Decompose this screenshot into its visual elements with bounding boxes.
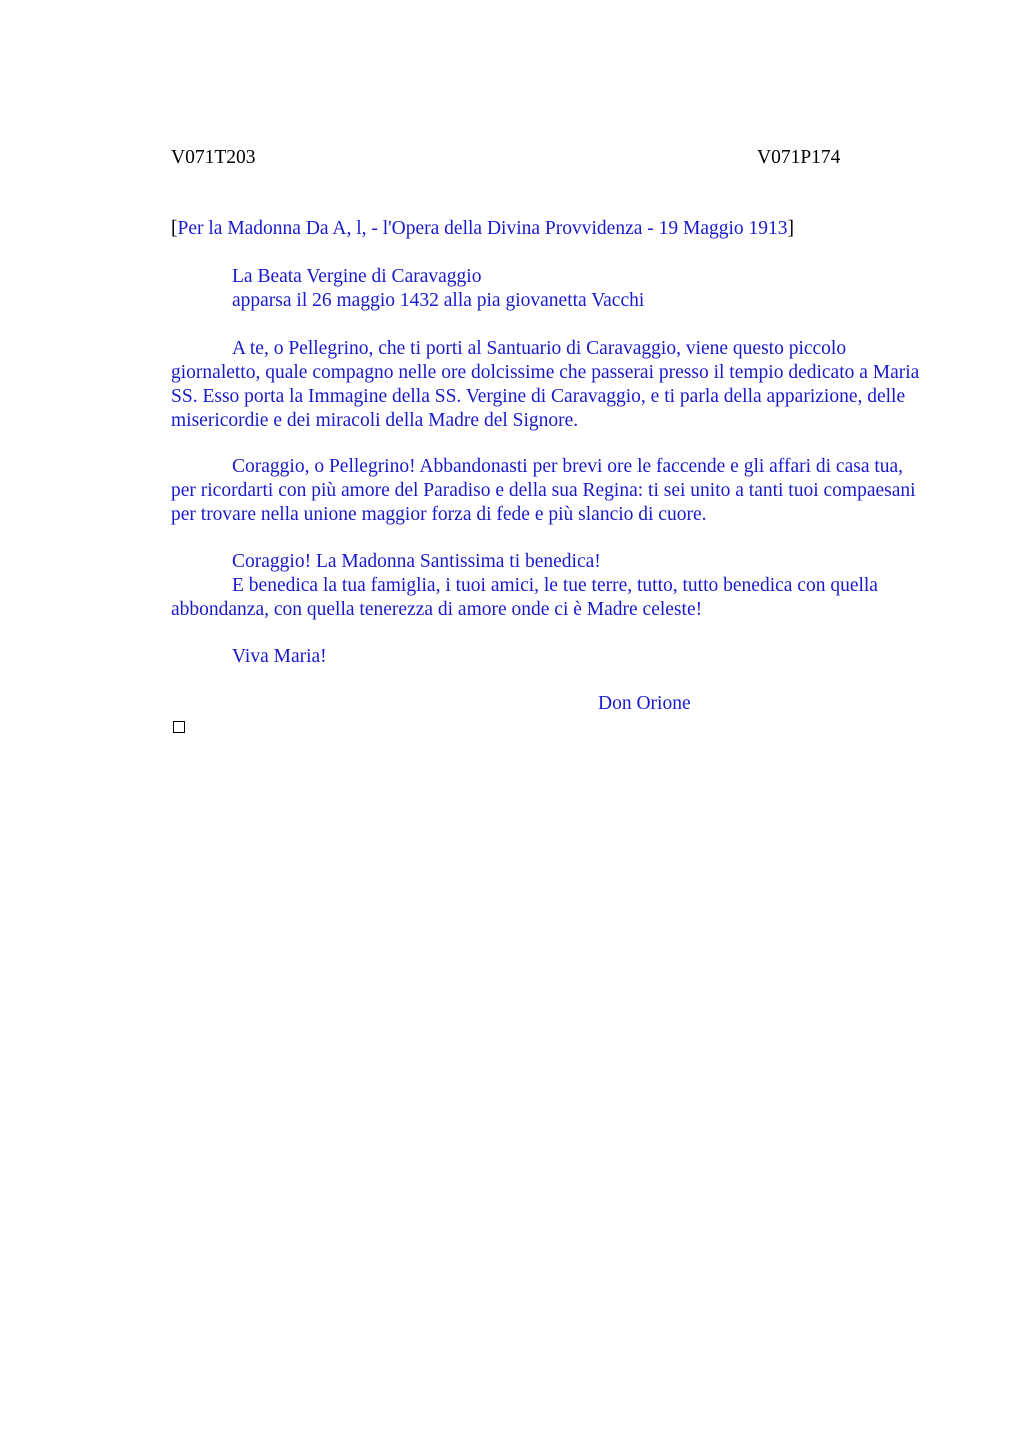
document-code-right: V071P174 <box>757 147 841 168</box>
paragraph-3 <box>171 550 931 622</box>
document-header <box>171 217 794 241</box>
square-box-icon <box>173 721 185 733</box>
paragraph-3-line-1: Coraggio! La Madonna Santissima ti benedica! <box>232 551 601 572</box>
header-close-bracket: ] <box>787 218 795 239</box>
title-line-1: La Beata Vergine di Caravaggio <box>232 266 482 287</box>
title-block <box>171 265 992 313</box>
paragraph-3-line-2: E benedica la tua famiglia, i tuoi amici, le tue terre, tutto, tutto benedica con quella abbondanza, con quella tenerezza di amore onde ci è Madre celeste! <box>171 575 878 620</box>
paragraph-1: A te, o Pellegrino, che ti porti al Santuario di Caravaggio, viene questo piccolo giornaletto, quale compagno nelle ore dolcissime che passerai presso il tempio dedicato a Maria SS. Esso porta la Immagine della SS. Vergine di Caravaggio, e ti parla della apparizione, delle misericordie e dei miracoli della Madre del Signore. <box>171 338 920 431</box>
closing-line: Viva Maria! <box>232 646 327 667</box>
signature: Don Orione <box>598 693 691 714</box>
header-text: Per la Madonna Da A, l, - l'Opera della Divina Provvidenza - 19 Maggio 1913 <box>177 218 788 239</box>
paragraph-2: Coraggio, o Pellegrino! Abbandonasti per brevi ore le faccende e gli affari di casa tua, per ricordarti con più amore del Paradiso e della sua Regina: ti sei unito a tanti tuoi compaesani per trovare nella unione maggior forza di fede e più slancio di cuore. <box>171 456 916 525</box>
document-code-left: V071T203 <box>171 147 256 168</box>
title-line-2: apparsa il 26 maggio 1432 alla pia giovanetta Vacchi <box>232 290 645 311</box>
header-open-bracket: [ <box>171 218 178 239</box>
